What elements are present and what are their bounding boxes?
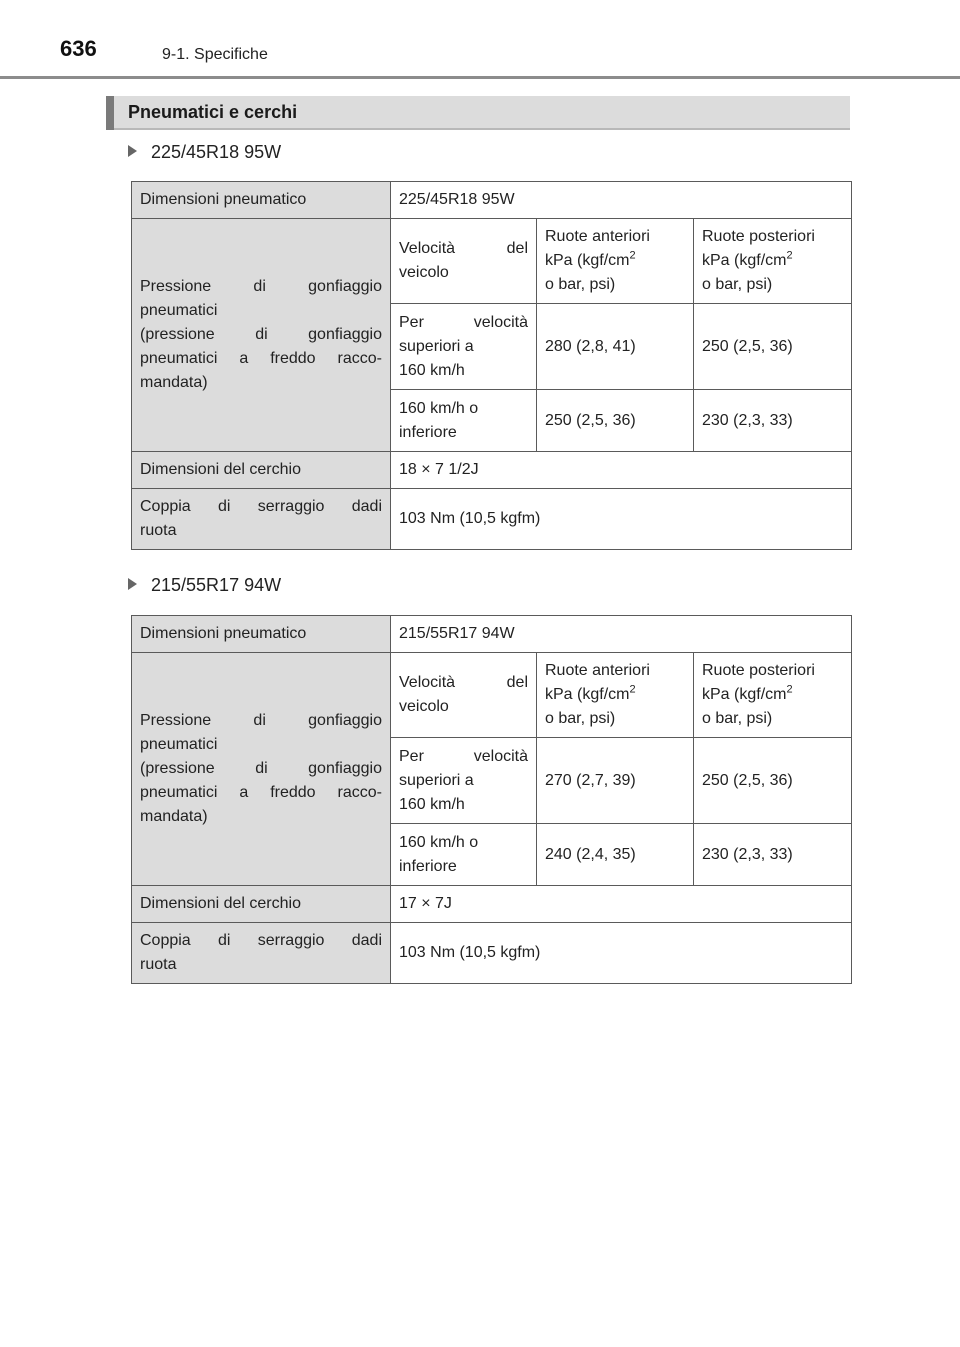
front-header-line: Ruote anteriori (545, 662, 650, 679)
speed-cell-line: 160 km/h o (399, 399, 479, 417)
rear-header-line: o bar, psi) (702, 710, 773, 727)
pressure-label-line: mandata) (140, 374, 208, 391)
pressure-label-line: pneumatici a freddo racco- (140, 350, 382, 367)
pressure-label-line: mandata) (140, 808, 208, 825)
table-row (132, 219, 852, 304)
rear-header-unit: kPa (kgf/cm (702, 686, 787, 703)
table-row (132, 653, 852, 738)
front-header-exponent: 2 (629, 683, 636, 696)
rear-header-line: Ruote posteriori (702, 662, 815, 679)
speed-cell (391, 738, 537, 824)
pressure-label-line: Pressione di gonfiaggio (140, 712, 382, 729)
rear-header-line: Ruote posteriori (702, 228, 815, 245)
rim-size-value: 18 × 7 1/2J (391, 452, 852, 489)
pressure-label-line: (pressione di gonfiaggio (140, 326, 382, 343)
table-row (132, 489, 852, 550)
speed-header-line: veicolo (399, 698, 449, 715)
table-heading-text: 215/55R17 94W (151, 575, 282, 595)
speed-cell-line: Per velocità (399, 313, 528, 331)
speed-cell-line: inferiore (399, 423, 457, 441)
rear-pressure-cell: 230 (2,3, 33) (694, 390, 852, 452)
rear-header (694, 653, 852, 738)
speed-cell-line: 160 km/h (399, 795, 465, 813)
speed-header-line: veicolo (399, 264, 449, 281)
rim-size-value: 17 × 7J (391, 886, 852, 923)
table-heading-text: 225/45R18 95W (151, 142, 282, 162)
torque-value: 103 Nm (10,5 kgfm) (391, 489, 852, 550)
speed-header-line: Velocità del (399, 674, 528, 691)
pressure-label-line: pneumatici a freddo racco- (140, 784, 382, 801)
spec-table-1 (131, 181, 852, 550)
pressure-label-line: pneumatici (140, 302, 218, 319)
table-row (132, 616, 852, 653)
rear-pressure-cell: 250 (2,5, 36) (694, 304, 852, 390)
torque-label-line: Coppia di serraggio dadi (140, 932, 382, 949)
speed-cell (391, 304, 537, 390)
speed-cell-line: superiori a (399, 771, 474, 789)
front-header-line: o bar, psi) (545, 710, 616, 727)
speed-cell (391, 390, 537, 452)
pressure-label (132, 653, 391, 886)
section-title (106, 96, 850, 130)
page-header (0, 0, 960, 80)
torque-label-line: ruota (140, 522, 177, 539)
tire-size-value: 225/45R18 95W (391, 182, 852, 219)
rear-header-line (702, 683, 843, 707)
front-header (537, 219, 694, 304)
front-pressure-cell: 250 (2,5, 36) (537, 390, 694, 452)
torque-value: 103 Nm (10,5 kgfm) (391, 923, 852, 984)
rear-header-exponent: 2 (786, 249, 793, 262)
rim-size-label: Dimensioni del cerchio (132, 452, 391, 489)
front-header-line: Ruote anteriori (545, 228, 650, 245)
front-header-line: o bar, psi) (545, 276, 616, 293)
rear-header-unit: kPa (kgf/cm (702, 252, 787, 269)
triangle-bullet-icon (128, 578, 137, 590)
torque-label-line: ruota (140, 956, 177, 973)
tire-size-label: Dimensioni pneumatico (132, 616, 391, 653)
front-header-line (545, 249, 685, 273)
table-heading-2 (128, 575, 281, 596)
speed-header (391, 219, 537, 304)
section-title-bar (106, 96, 114, 130)
torque-label-line: Coppia di serraggio dadi (140, 498, 382, 515)
section-label: 9-1. Specifiche (162, 46, 268, 63)
front-header-line (545, 683, 685, 707)
speed-header (391, 653, 537, 738)
front-header-unit: kPa (kgf/cm (545, 686, 630, 703)
table-row (132, 452, 852, 489)
speed-cell-line: Per velocità (399, 747, 528, 765)
pressure-label-line: Pressione di gonfiaggio (140, 278, 382, 295)
rim-size-label: Dimensioni del cerchio (132, 886, 391, 923)
triangle-bullet-icon (128, 145, 137, 157)
pressure-label-line: pneumatici (140, 736, 218, 753)
page-number: 636 (60, 36, 97, 61)
speed-cell (391, 824, 537, 886)
torque-label (132, 923, 391, 984)
rear-header-line (702, 249, 843, 273)
spec-table-2 (131, 615, 852, 984)
front-header-exponent: 2 (629, 249, 636, 262)
front-pressure-cell: 270 (2,7, 39) (537, 738, 694, 824)
front-pressure-cell: 280 (2,8, 41) (537, 304, 694, 390)
torque-label (132, 489, 391, 550)
table-heading-1 (128, 142, 281, 163)
speed-header-line: Velocità del (399, 240, 528, 257)
section-title-text: Pneumatici e cerchi (128, 102, 298, 122)
rear-pressure-cell: 230 (2,3, 33) (694, 824, 852, 886)
header-rule (0, 76, 960, 79)
front-pressure-cell: 240 (2,4, 35) (537, 824, 694, 886)
pressure-label-line: (pressione di gonfiaggio (140, 760, 382, 777)
front-header (537, 653, 694, 738)
front-header-unit: kPa (kgf/cm (545, 252, 630, 269)
rear-pressure-cell: 250 (2,5, 36) (694, 738, 852, 824)
rear-header (694, 219, 852, 304)
tire-size-value: 215/55R17 94W (391, 616, 852, 653)
rear-header-exponent: 2 (786, 683, 793, 696)
speed-cell-line: inferiore (399, 857, 457, 875)
speed-cell-line: 160 km/h o (399, 833, 479, 851)
table-row (132, 923, 852, 984)
speed-cell-line: 160 km/h (399, 361, 465, 379)
rear-header-line: o bar, psi) (702, 276, 773, 293)
tire-size-label: Dimensioni pneumatico (132, 182, 391, 219)
table-row (132, 182, 852, 219)
pressure-label (132, 219, 391, 452)
speed-cell-line: superiori a (399, 337, 474, 355)
table-row (132, 886, 852, 923)
